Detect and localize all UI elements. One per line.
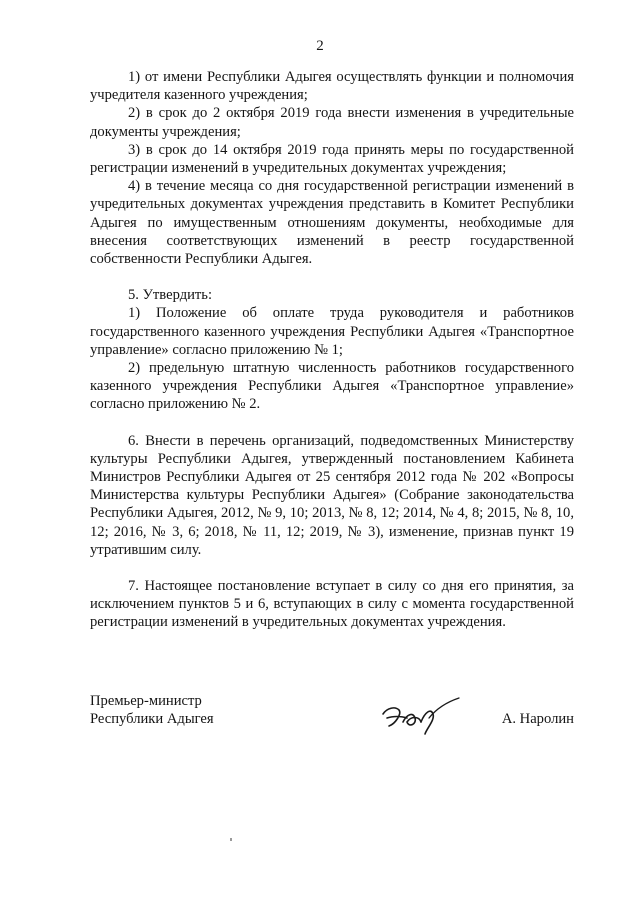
page-number: 2 <box>316 38 324 54</box>
handwritten-signature <box>377 694 472 736</box>
document-body <box>90 68 574 632</box>
paragraph-section-6: 6. Внести в перечень организаций, подведомственных Министерству культуры Республики Адыгея, утвержденный постановлением Кабинета Министров Республики Адыгея от 25 сентября 2012 года № 202 «Вопросы Министерства культуры Республики Адыгея» (Собрание законодательства Республики Адыгея, 2012, № 9, 10; 2013, № 8, 12; 2014, № 4, 8; 2015, № 8, 10, 12; 2016, № 3, 6; 2018, № 11, 12; 2019, № 3), изменение, признав пункт 19 утратившим силу. <box>90 432 574 558</box>
section-gap <box>90 414 574 432</box>
paragraph-section-5: 5. Утвердить: <box>128 287 213 304</box>
section-gap <box>90 268 574 286</box>
signer-title-line-2: Республики Адыгея <box>90 711 214 728</box>
paragraph-item-4: 4) в течение месяца со дня государственной регистрации изменений в учредительных документах учреждения представить в Комитет Республики Адыгея по имущественным отношениям документы, необходимые для внесения соответствующих изменений в реестр государственной собственности Республики Адыгея. <box>90 178 574 268</box>
signer-name: А. Наролин <box>501 711 574 727</box>
paragraph-section-5-item-1: 1) Положение об оплате труда руководителя и работников государственного казенного учреждения Республики Адыгея «Транспортное управление» согласно приложению № 1; <box>90 305 574 358</box>
section-gap <box>90 559 574 577</box>
signer-title-line-1: Премьер-министр <box>90 693 202 709</box>
paragraph-item-3: 3) в срок до 14 октября 2019 года принять меры по государственной регистрации изменений в учредительных документах учреждения; <box>90 141 574 177</box>
paragraph-section-7: 7. Настоящее постановление вступает в силу со дня его принятия, за исключением пунктов 5 и 6, вступающих в силу с момента государственной регистрации изменений в учредительных документах учреждения. <box>90 578 574 631</box>
signature-block <box>90 692 574 728</box>
paragraph-item-1: 1) от имени Республики Адыгея осуществлять функции и полномочия учредителя казенного учреждения; <box>90 69 574 104</box>
paragraph-section-5-item-2: 2) предельную штатную численность работников государственного казенного учреждения Республики Адыгея «Транспортное управление» согласно приложению № 2. <box>90 360 574 413</box>
paragraph-item-2: 2) в срок до 2 октября 2019 года внести изменения в учредительные документы учреждения; <box>90 105 574 140</box>
scan-speck <box>230 838 232 841</box>
